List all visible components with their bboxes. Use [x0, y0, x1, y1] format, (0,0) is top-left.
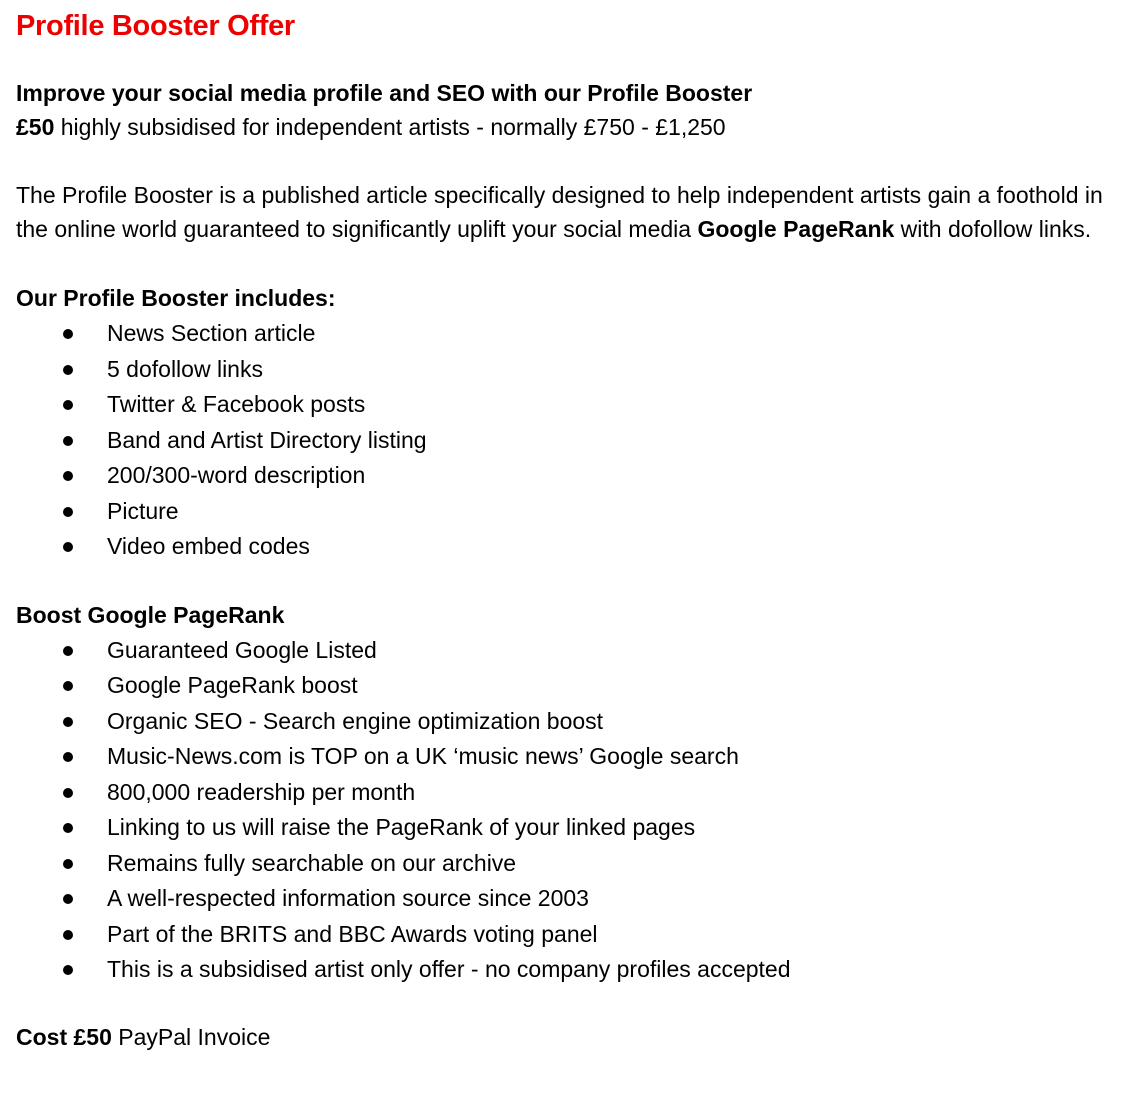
list-item-label: A well-respected information source since 2003: [107, 885, 589, 911]
bullet-icon: [63, 717, 73, 727]
pagerank-heading: Boost Google PageRank: [16, 601, 285, 628]
list-item: [16, 810, 1122, 846]
list-item-label: Video embed codes: [107, 533, 310, 559]
bullet-icon: [63, 823, 73, 833]
intro-headline: Improve your social media profile and SEO with our Profile Booster: [16, 80, 753, 106]
includes-heading: Our Profile Booster includes:: [16, 285, 336, 311]
list-item: [16, 846, 1122, 882]
list-item: [16, 352, 1122, 388]
list-item: [16, 633, 1122, 669]
list-item-label: Picture: [107, 497, 179, 524]
cost-rest: PayPal Invoice: [111, 1023, 271, 1050]
list-item-label: Twitter & Facebook posts: [107, 391, 366, 417]
bullet-icon: [63, 329, 73, 339]
bullet-icon: [63, 965, 73, 975]
list-item: [16, 458, 1122, 494]
bullet-icon: [63, 894, 73, 904]
list-item: [16, 387, 1122, 423]
list-item: [16, 775, 1122, 811]
cost-line: [16, 1020, 1122, 1054]
list-item-label: Part of the BRITS and BBC Awards voting panel: [107, 920, 598, 947]
list-item: [16, 704, 1122, 740]
description-text-bold: Google PageRank: [697, 216, 895, 242]
list-item-label: News Section article: [107, 320, 316, 346]
list-item-label: Remains fully searchable on our archive: [107, 849, 517, 876]
spacer: [16, 988, 1122, 1020]
bullet-icon: [63, 471, 73, 481]
list-item-label: Music-News.com is TOP on a UK ‘music news’ Google search: [107, 743, 739, 769]
bullet-icon: [63, 365, 73, 375]
list-item-label: Google PageRank boost: [107, 672, 358, 698]
list-item-label: Linking to us will raise the PageRank of your linked pages: [107, 814, 696, 840]
list-item-label: 5 dofollow links: [107, 355, 263, 382]
bullet-icon: [63, 752, 73, 762]
bullet-icon: [63, 859, 73, 869]
intro-price-bold: £50: [16, 114, 55, 140]
pagerank-list: [16, 633, 1122, 988]
page-title: Profile Booster Offer: [16, 10, 295, 42]
intro-price-rest: highly subsidised for independent artists - normally £750 - £1,250: [54, 114, 726, 140]
list-item: [16, 529, 1122, 565]
cost-bold: Cost £50: [16, 1023, 112, 1050]
bullet-icon: [63, 646, 73, 656]
bullet-icon: [63, 507, 73, 517]
list-item-label: 800,000 readership per month: [107, 778, 416, 805]
list-item: [16, 739, 1122, 775]
bullet-icon: [63, 681, 73, 691]
list-item-label: 200/300-word description: [107, 462, 366, 488]
list-item: [16, 952, 1122, 988]
bullet-icon: [63, 436, 73, 446]
spacer: [16, 246, 1122, 280]
description-text-after: with dofollow links.: [894, 216, 1092, 242]
list-item-label: Organic SEO - Search engine optimization boost: [107, 707, 604, 734]
list-item: [16, 668, 1122, 704]
spacer: [16, 565, 1122, 597]
list-item: [16, 881, 1122, 917]
bullet-icon: [63, 542, 73, 552]
description-text-before: The Profile Booster is a published article specifically designed to help independent artists gain a foothold in the online world guaranteed to significantly uplift your social media: [16, 182, 1103, 242]
list-item: [16, 494, 1122, 530]
spacer: [16, 46, 1122, 76]
includes-list: [16, 316, 1122, 565]
bullet-icon: [63, 788, 73, 798]
bullet-icon: [63, 400, 73, 410]
list-item: [16, 423, 1122, 459]
list-item-label: This is a subsidised artist only offer - no company profiles accepted: [107, 956, 791, 982]
spacer: [16, 144, 1122, 178]
intro-price-line: [16, 110, 1122, 144]
bullet-icon: [63, 930, 73, 940]
list-item: [16, 316, 1122, 352]
list-item-label: Guaranteed Google Listed: [107, 636, 377, 663]
list-item-label: Band and Artist Directory listing: [107, 426, 427, 453]
description-paragraph: [16, 178, 1126, 246]
list-item: [16, 917, 1122, 953]
